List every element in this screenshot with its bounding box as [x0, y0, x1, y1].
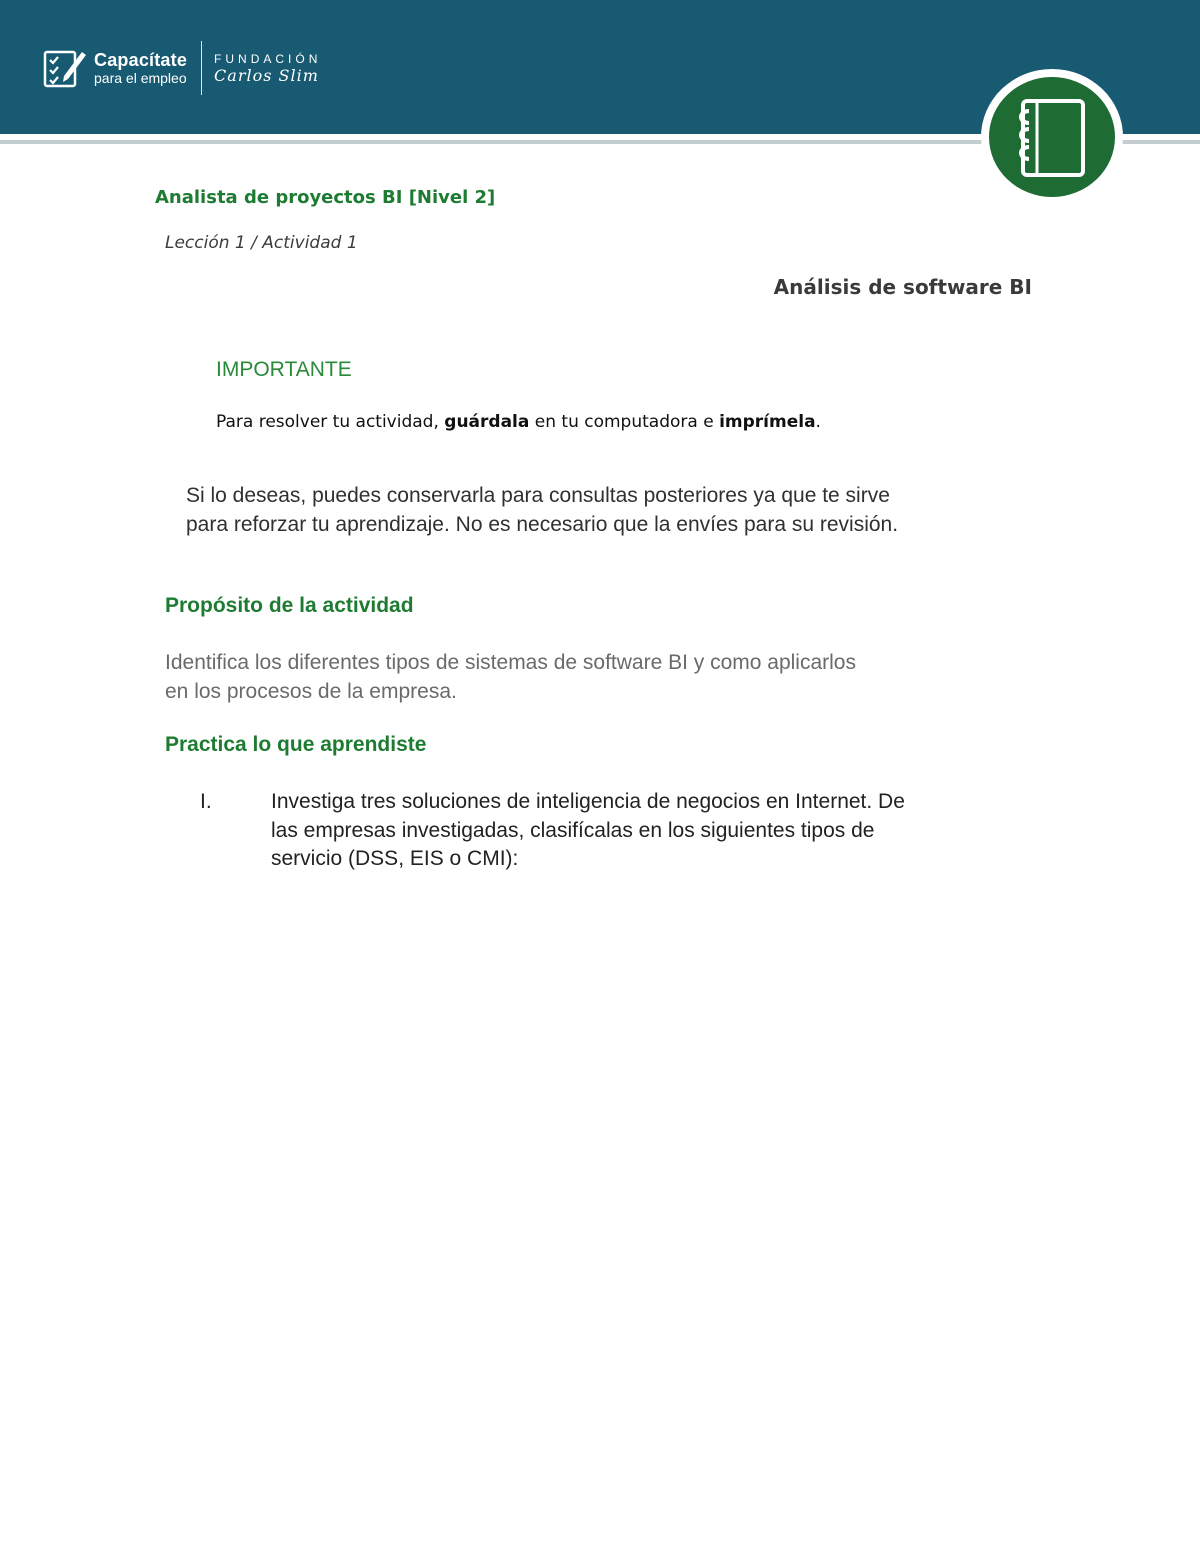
important-instruction	[216, 412, 821, 432]
instruction-suffix: .	[815, 412, 821, 432]
lesson-label: Lección 1 / Actividad 1	[165, 233, 358, 253]
header-logo	[42, 40, 321, 96]
purpose-heading: Propósito de la actividad	[165, 594, 414, 617]
brand-name	[94, 51, 187, 85]
practice-heading: Practica lo que aprendiste	[165, 733, 427, 756]
purpose-text: Identifica los diferentes tipos de sistemas de software BI y como aplicarlos en los procesos de la empresa.	[165, 651, 856, 703]
instruction-print: imprímela	[719, 412, 816, 432]
task-item	[200, 788, 920, 874]
notebook-icon	[981, 69, 1123, 205]
instruction-save: guárdala	[444, 412, 530, 432]
document-subject: Análisis de software BI	[773, 275, 1032, 299]
task-number: I.	[200, 790, 212, 813]
task-text: Investiga tres soluciones de inteligencia de negocios en Internet. De las empresas investigadas, clasifícalas en los siguientes tipos de servicio (DSS, EIS o CMI):	[271, 790, 905, 870]
foundation-signature: Carlos Slim	[214, 65, 319, 85]
checklist-pencil-icon	[42, 46, 88, 90]
important-note: Si lo deseas, puedes conservarla para consultas posteriores ya que te sirve para reforzar tu aprendizaje. No es necesario que la envíes para su revisión.	[186, 484, 899, 536]
brand-main: Capacítate	[94, 50, 188, 70]
foundation-name	[214, 53, 321, 84]
foundation-top: FUNDACIÓN	[214, 51, 322, 66]
logo-divider	[201, 41, 202, 95]
important-label: IMPORTANTE	[216, 358, 352, 381]
course-title: Analista de proyectos BI [Nivel 2]	[155, 187, 496, 208]
instruction-prefix: Para resolver tu actividad,	[216, 412, 445, 432]
instruction-middle: en tu computadora e	[529, 412, 720, 432]
brand-sub: para el empleo	[94, 70, 187, 86]
